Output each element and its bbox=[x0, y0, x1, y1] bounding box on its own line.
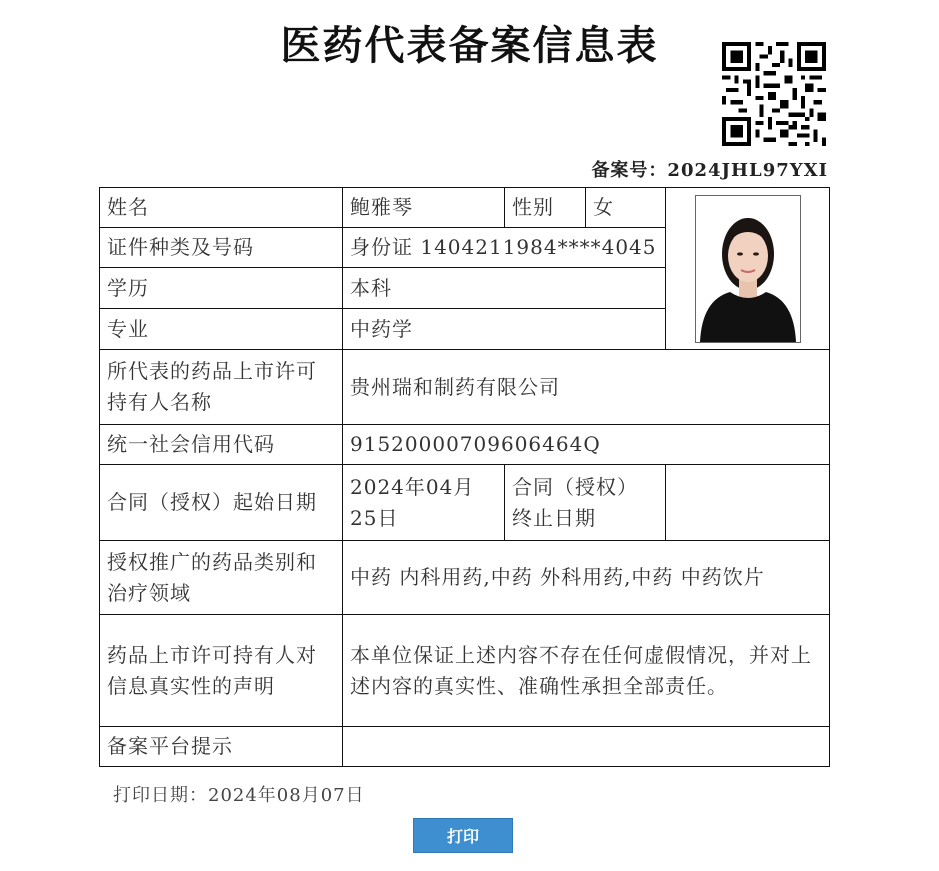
label-gender: 性别 bbox=[505, 188, 586, 228]
label-major: 专业 bbox=[100, 309, 343, 350]
value-major: 中药学 bbox=[343, 309, 666, 350]
label-platform-note: 备案平台提示 bbox=[100, 727, 343, 767]
value-gender: 女 bbox=[586, 188, 666, 228]
page-title: 医药代表备案信息表 bbox=[280, 22, 659, 69]
label-credit-code: 统一社会信用代码 bbox=[100, 425, 343, 465]
print-button[interactable]: 打印 bbox=[413, 818, 513, 853]
value-name: 鲍雅琴 bbox=[343, 188, 505, 228]
label-mah-name: 所代表的药品上市许可持有人名称 bbox=[100, 350, 343, 425]
label-declaration: 药品上市许可持有人对信息真实性的声明 bbox=[100, 615, 343, 727]
value-categories: 中药 内科用药,中药 外科用药,中药 中药饮片 bbox=[343, 541, 830, 615]
record-number: 备案号：2024JHL97YXI bbox=[591, 160, 828, 181]
value-education: 本科 bbox=[343, 268, 666, 309]
value-mah-name: 贵州瑞和制药有限公司 bbox=[343, 350, 830, 425]
info-table bbox=[99, 187, 830, 767]
value-contract-end bbox=[666, 465, 830, 541]
label-categories: 授权推广的药品类别和治疗领域 bbox=[100, 541, 343, 615]
label-education: 学历 bbox=[100, 268, 343, 309]
label-contract-end: 合同（授权）终止日期 bbox=[505, 465, 666, 541]
label-id-type-no: 证件种类及号码 bbox=[100, 228, 343, 268]
value-credit-code: 91520000709606464Q bbox=[343, 425, 830, 465]
value-id-type-no: 身份证 1404211984****4045 bbox=[343, 228, 666, 268]
qr-code-icon bbox=[722, 42, 826, 146]
photo-cell bbox=[666, 188, 830, 350]
value-platform-note bbox=[343, 727, 830, 767]
id-photo bbox=[695, 195, 801, 343]
print-date: 打印日期：2024年08月07日 bbox=[113, 785, 365, 806]
value-contract-start: 2024年04月25日 bbox=[343, 465, 505, 541]
value-declaration: 本单位保证上述内容不存在任何虚假情况，并对上述内容的真实性、准确性承担全部责任。 bbox=[343, 615, 830, 727]
label-name: 姓名 bbox=[100, 188, 343, 228]
label-contract-start: 合同（授权）起始日期 bbox=[100, 465, 343, 541]
